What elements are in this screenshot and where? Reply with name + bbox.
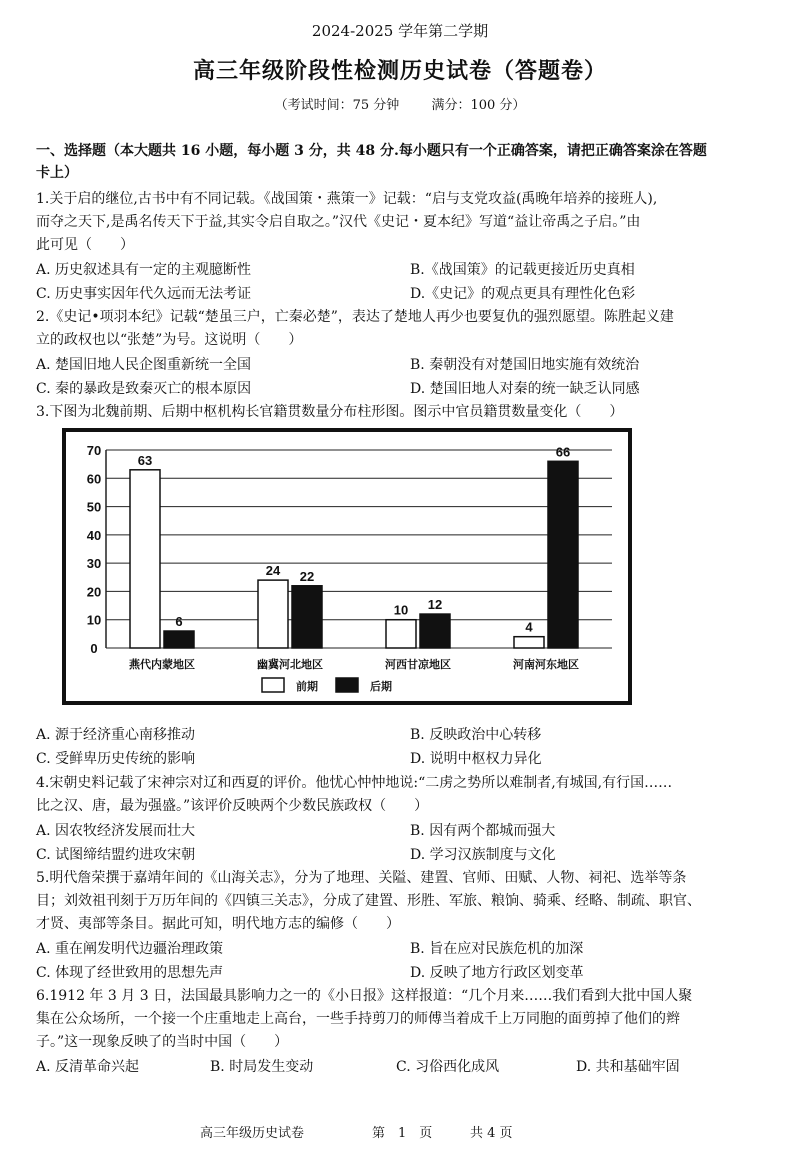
q4-option-c: C. 试图缔结盟约进攻宋朝 [36, 847, 196, 863]
q1-stem-line1: 1.关于启的继位,古书中有不同记载。《战国策・燕策一》记载：“启与支党攻益(禹晚年培养的接班人), [36, 191, 658, 207]
q5-stem-line2: 目；刘效祖刊刻于万历年间的《四镇三关志》，分成了建置、形胜、军旅、粮饷、骑乘、经略、制疏、职官、 [36, 893, 701, 909]
legend-label-late: 后期 [370, 680, 392, 693]
y-tick-label: 10 [86, 612, 102, 628]
q5-option-a: A. 重在阐发明代边疆治理政策 [36, 941, 224, 957]
q4-stem-line2: 比之汉、唐，最为强盛。”该评价反映两个少数民族政权（ ） [36, 798, 429, 814]
y-tick-label: 0 [90, 641, 98, 656]
q6-option-d: D. 共和基础牢固 [576, 1059, 680, 1075]
q6-option-c: C. 习俗西化成风 [396, 1059, 500, 1075]
q6-stem-line3: 子。”这一现象反映了的当时中国（ ） [36, 1034, 289, 1050]
q5-stem-line1: 5.明代詹荣撰于嘉靖年间的《山海关志》，分为了地理、关隘、建置、官师、田赋、人物、祠祀、选举等条 [36, 870, 687, 886]
y-tick-label: 50 [86, 499, 102, 515]
exam-time: （考试时间：75 分钟 [274, 98, 400, 113]
q2-stem-line2: 立的政权也以“张楚”为号。这说明（ ） [36, 332, 303, 348]
q4-option-d: D. 学习汉族制度与文化 [410, 847, 556, 863]
term-label: 2024-2025 学年第二学期 [311, 22, 489, 40]
q4-stem-line1: 4.宋朝史料记载了宋神宗对辽和西夏的评价。他忧心忡忡地说:“二虏之势所以难制者,有城国,有行国…… [36, 775, 673, 791]
data-label: 12 [427, 597, 443, 613]
x-category-label: 河西甘凉地区 [385, 658, 451, 671]
data-label: 6 [175, 614, 183, 630]
section-heading-line2: 卡上） [36, 165, 78, 181]
y-tick-label: 60 [86, 471, 102, 487]
data-label: 22 [299, 568, 315, 584]
data-label: 10 [393, 602, 409, 618]
y-tick-label: 20 [86, 584, 102, 600]
data-label: 4 [525, 619, 533, 635]
bar-early [258, 580, 288, 648]
bar-early [130, 470, 160, 648]
q4-option-b: B. 因有两个都城而强大 [410, 823, 556, 839]
legend-swatch-early [262, 678, 284, 692]
bar-late [292, 586, 322, 648]
bar-early [514, 637, 544, 648]
bar-late [164, 631, 194, 648]
q1-stem-line2: 而夺之天下,是禹名传天下于益,其实令启自取之。”汉代《史记・夏本纪》写道“益让帝禹之子启。”由 [36, 214, 641, 230]
q2-option-d: D. 楚国旧地人对秦的统一缺乏认同感 [410, 381, 640, 397]
legend-label-early: 前期 [296, 680, 318, 693]
q5-stem-line3: 才贤、夷部等条目。据此可知，明代地方志的编修（ ） [36, 916, 400, 932]
q6-option-a: A. 反清革命兴起 [36, 1059, 140, 1075]
exam-info [0, 94, 800, 113]
y-tick-label: 40 [86, 527, 102, 543]
q5-option-c: C. 体现了经世致用的思想先声 [36, 965, 224, 981]
x-category-label: 幽冀河北地区 [257, 658, 323, 671]
page-title: 高三年级阶段性检测历史试卷（答题卷） [192, 58, 607, 84]
q1-option-a: A. 历史叙述具有一定的主观臆断性 [36, 262, 252, 278]
y-tick-label: 30 [86, 556, 102, 572]
q2-stem-line1: 2.《史记•项羽本纪》记载“楚虽三户，亡秦必楚”，表达了楚地人再少也要复仇的强烈愿望。陈胜起义建 [36, 309, 674, 325]
q2-option-c: C. 秦的暴政是致秦灭亡的根本原因 [36, 381, 252, 397]
q6-stem-line2: 集在公众场所，一个接一个庄重地走上高台，一些手持剪刀的师傅当着成千上万同胞的面剪掉了他们的辫 [36, 1011, 680, 1027]
x-category-label: 河南河东地区 [513, 658, 579, 671]
q1-option-d: D.《史记》的观点更具有理性化色彩 [410, 286, 636, 302]
bar-chart-frame [62, 428, 632, 705]
q5-option-b: B. 旨在应对民族危机的加深 [410, 941, 584, 957]
bar-chart [66, 432, 628, 701]
bar-early [386, 620, 416, 648]
y-tick-label: 70 [86, 443, 102, 458]
section-heading-line1: 一、选择题（本大题共 16 小题，每小题 3 分，共 48 分.每小题只有一个正确答案，请把正确答案涂在答题 [36, 143, 707, 159]
q3-stem-line1: 3.下图为北魏前期、后期中枢机构长官籍贯数量分布柱形图。图示中官员籍贯数量变化（ ） [36, 404, 624, 420]
q6-option-b: B. 时局发生变动 [210, 1059, 314, 1075]
data-label: 63 [137, 452, 153, 468]
data-label: 66 [555, 444, 571, 460]
footer-page-total: 共 4 页 [470, 1126, 513, 1141]
x-category-label: 燕代内蒙地区 [129, 658, 195, 671]
q2-option-a: A. 楚国旧地人民企图重新统一全国 [36, 357, 252, 373]
q3-option-d: D. 说明中枢权力异化 [410, 751, 542, 767]
q1-stem-line3: 此可见（ ） [36, 237, 134, 253]
q1-option-b: B.《战国策》的记载更接近历史真相 [410, 262, 635, 278]
q4-option-a: A. 因农牧经济发展而壮大 [36, 823, 196, 839]
q1-option-c: C. 历史事实因年代久远而无法考证 [36, 286, 252, 302]
q5-option-d: D. 反映了地方行政区划变革 [410, 965, 584, 981]
q6-stem-line1: 6.1912 年 3 月 3 日，法国最具影响力之一的《小日报》这样报道：“几个月来……我们看到大批中国人聚 [36, 988, 693, 1004]
data-label: 24 [265, 563, 281, 579]
legend-swatch-late [336, 678, 358, 692]
exam-score: 满分：100 分） [431, 98, 526, 113]
q2-option-b: B. 秦朝没有对楚国旧地实施有效统治 [410, 357, 640, 373]
footer-exam-name: 高三年级历史试卷 [200, 1126, 305, 1141]
q3-option-a: A. 源于经济重心南移推动 [36, 727, 196, 743]
bar-late [420, 614, 450, 648]
q3-option-c: C. 受鲜卑历史传统的影响 [36, 751, 196, 767]
footer-page-number: 第 1 页 [372, 1126, 433, 1141]
q3-option-b: B. 反映政治中心转移 [410, 727, 542, 743]
bar-late [548, 461, 578, 648]
